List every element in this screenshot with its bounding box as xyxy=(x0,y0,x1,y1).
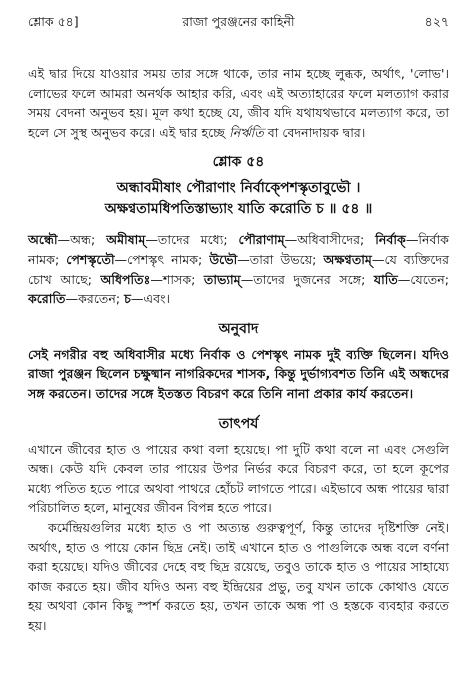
page-number: ৪২৭ xyxy=(424,14,449,29)
intro-paragraph xyxy=(28,64,449,142)
synonym-meaning: —এবং। xyxy=(130,291,171,307)
synonym-meaning: —অধিবাসীদের; xyxy=(284,232,376,248)
synonym-meaning: —তাদের দুজনের সঙ্গে; xyxy=(240,271,374,287)
synonym-meaning: —তারা উভয়ে; xyxy=(237,251,324,267)
synonym-term: অমীষাম্ xyxy=(106,232,146,248)
translation-heading: অনুবাদ xyxy=(218,320,259,337)
chapter-title: রাজা পুরঞ্জনের কাহিনী xyxy=(182,14,295,29)
intro-tail: বা বেদনাদায়ক দ্বার। xyxy=(263,124,366,140)
synonym-meaning: —অন্ধ; xyxy=(57,232,107,248)
synonym-meaning: —শাসক; xyxy=(150,271,204,287)
synonym-term: পেশস্কৃতৌ xyxy=(66,251,115,267)
synonym-term: নির্বাক্ xyxy=(375,232,406,248)
intro-term: নির্ঋতি xyxy=(229,124,264,140)
intro-text: এই দ্বার দিয়ে যাওয়ার সময় তার সঙ্গে থাকে, তার নাম হচ্ছে লুব্ধক, অর্থাৎ, 'লোভ'। লোভের ফলে আমরা অনর্থক আহার করি, এবং এই অত্যাহারের ফলে মলত্যাগ করার সময় বেদনা অনুভব হয়। মূল কথা হচ্ছে যে, জীব যদি যথাযথভাবে মলত্যাগ করে, তা হলে সে সুস্থ অনুভব করে। এই দ্বার হচ্ছে xyxy=(28,66,449,140)
synonyms-paragraph xyxy=(28,230,449,308)
verse-heading: শ্লোক ৫৪ xyxy=(212,154,265,171)
synonym-term: করোতি xyxy=(28,291,66,307)
synonym-term: অক্ষণ্বতাম্ xyxy=(323,251,372,267)
synonym-term: পৌরাণাম্ xyxy=(238,232,285,248)
synonym-term: অধিপতিঃ xyxy=(100,271,151,287)
synonym-meaning: —যে ব্যক্তিদের চোখ আছে; xyxy=(28,251,450,287)
synonym-meaning: —পেশস্কৃৎ নামক; xyxy=(114,251,210,267)
translation-text: সেই নগরীর বহু অধিবাসীর মধ্যে নির্বাক ও পেশস্কৃৎ নামক দুই ব্যক্তি ছিলেন। যদিও রাজা পুরঞ্জন ছিলেন চক্ষুষ্মান নাগরিকদের শাসক, কিন্তু দুর্ভাগ্যবশত তিনি এই অন্ধদের সঙ্গ করতেন। তাদের সঙ্গে ইতস্তত বিচরণ করে তিনি নানা প্রকার কার্য করতেন। xyxy=(28,346,449,401)
synonym-meaning: —নির্বাক নামক; xyxy=(28,232,449,267)
verse-line-1: অন্ধাবমীষাং পৌরাণাং নির্বাক্পেশস্কৃতাবুভৌ । xyxy=(116,180,361,197)
purport-paragraph-1: এখানে জীবের হাত ও পায়ের কথা বলা হয়েছে। পা দুটি কথা বলে না এবং সেগুলি অন্ধ। কেউ যদি কেবল তার পায়ের উপর নির্ভর করে বিচরণ করে, তা হলে কূপের মধ্যে পতিত হতে পারে অথবা পাথরে হোঁচট লাগতে পারে। এইভাবে অন্ধ পায়ের দ্বারা পরিচালিত হলে, মানুষের জীবন বিপন্ন হতে পারে। xyxy=(28,441,449,516)
verse-line-2: অক্ষণ্বতামধিপতিস্তাভ্যাং যাতি করোতি চ ॥ ৫৪ ॥ xyxy=(104,201,373,218)
verse-reference: শ্লোক ৫৪] xyxy=(28,14,79,29)
synonym-term: যাতি xyxy=(373,271,398,287)
purport-heading: তাৎপর্য xyxy=(218,415,259,432)
purport-paragraph-2: কর্মেন্দ্রিয়গুলির মধ্যে হাত ও পা অত্যন্ত গুরুত্বপূর্ণ, কিন্তু তাদের দৃষ্টিশক্তি নেই। অর্থাৎ, হাত ও পায়ে কোন ছিদ্র নেই। তাই এখানে হাত ও পাগুলিকে অন্ধ বলে বর্ণনা করা হয়েছে। যদিও জীবের দেহে বহু ছিদ্র রয়েছে, তবুও তাকে হাত ও পায়ের সাহায্যে কাজ করতে হয়। জীব যদিও অন্য বহু ইন্দ্রিয়ের প্রভু, তবু যখন তাকে কোথাও যেতে হয় অথবা কোন কিছু স্পর্শ করতে হয়, তখন তাকে অন্ধ পা ও হস্তকে ব্যবহার করতে হয়। xyxy=(28,519,449,633)
running-header xyxy=(28,14,449,36)
synonym-meaning: —যেতেন; xyxy=(397,271,450,287)
synonym-term: উভৌ xyxy=(209,251,238,267)
page-content xyxy=(28,64,449,635)
synonym-meaning: —করতেন; xyxy=(65,291,125,307)
synonym-term: চ xyxy=(124,291,131,307)
synonym-meaning: —তাদের মধ্যে; xyxy=(145,232,239,248)
synonym-term: অন্ধৌ xyxy=(28,232,58,248)
synonym-term: তাভ্যাম্ xyxy=(203,271,241,287)
